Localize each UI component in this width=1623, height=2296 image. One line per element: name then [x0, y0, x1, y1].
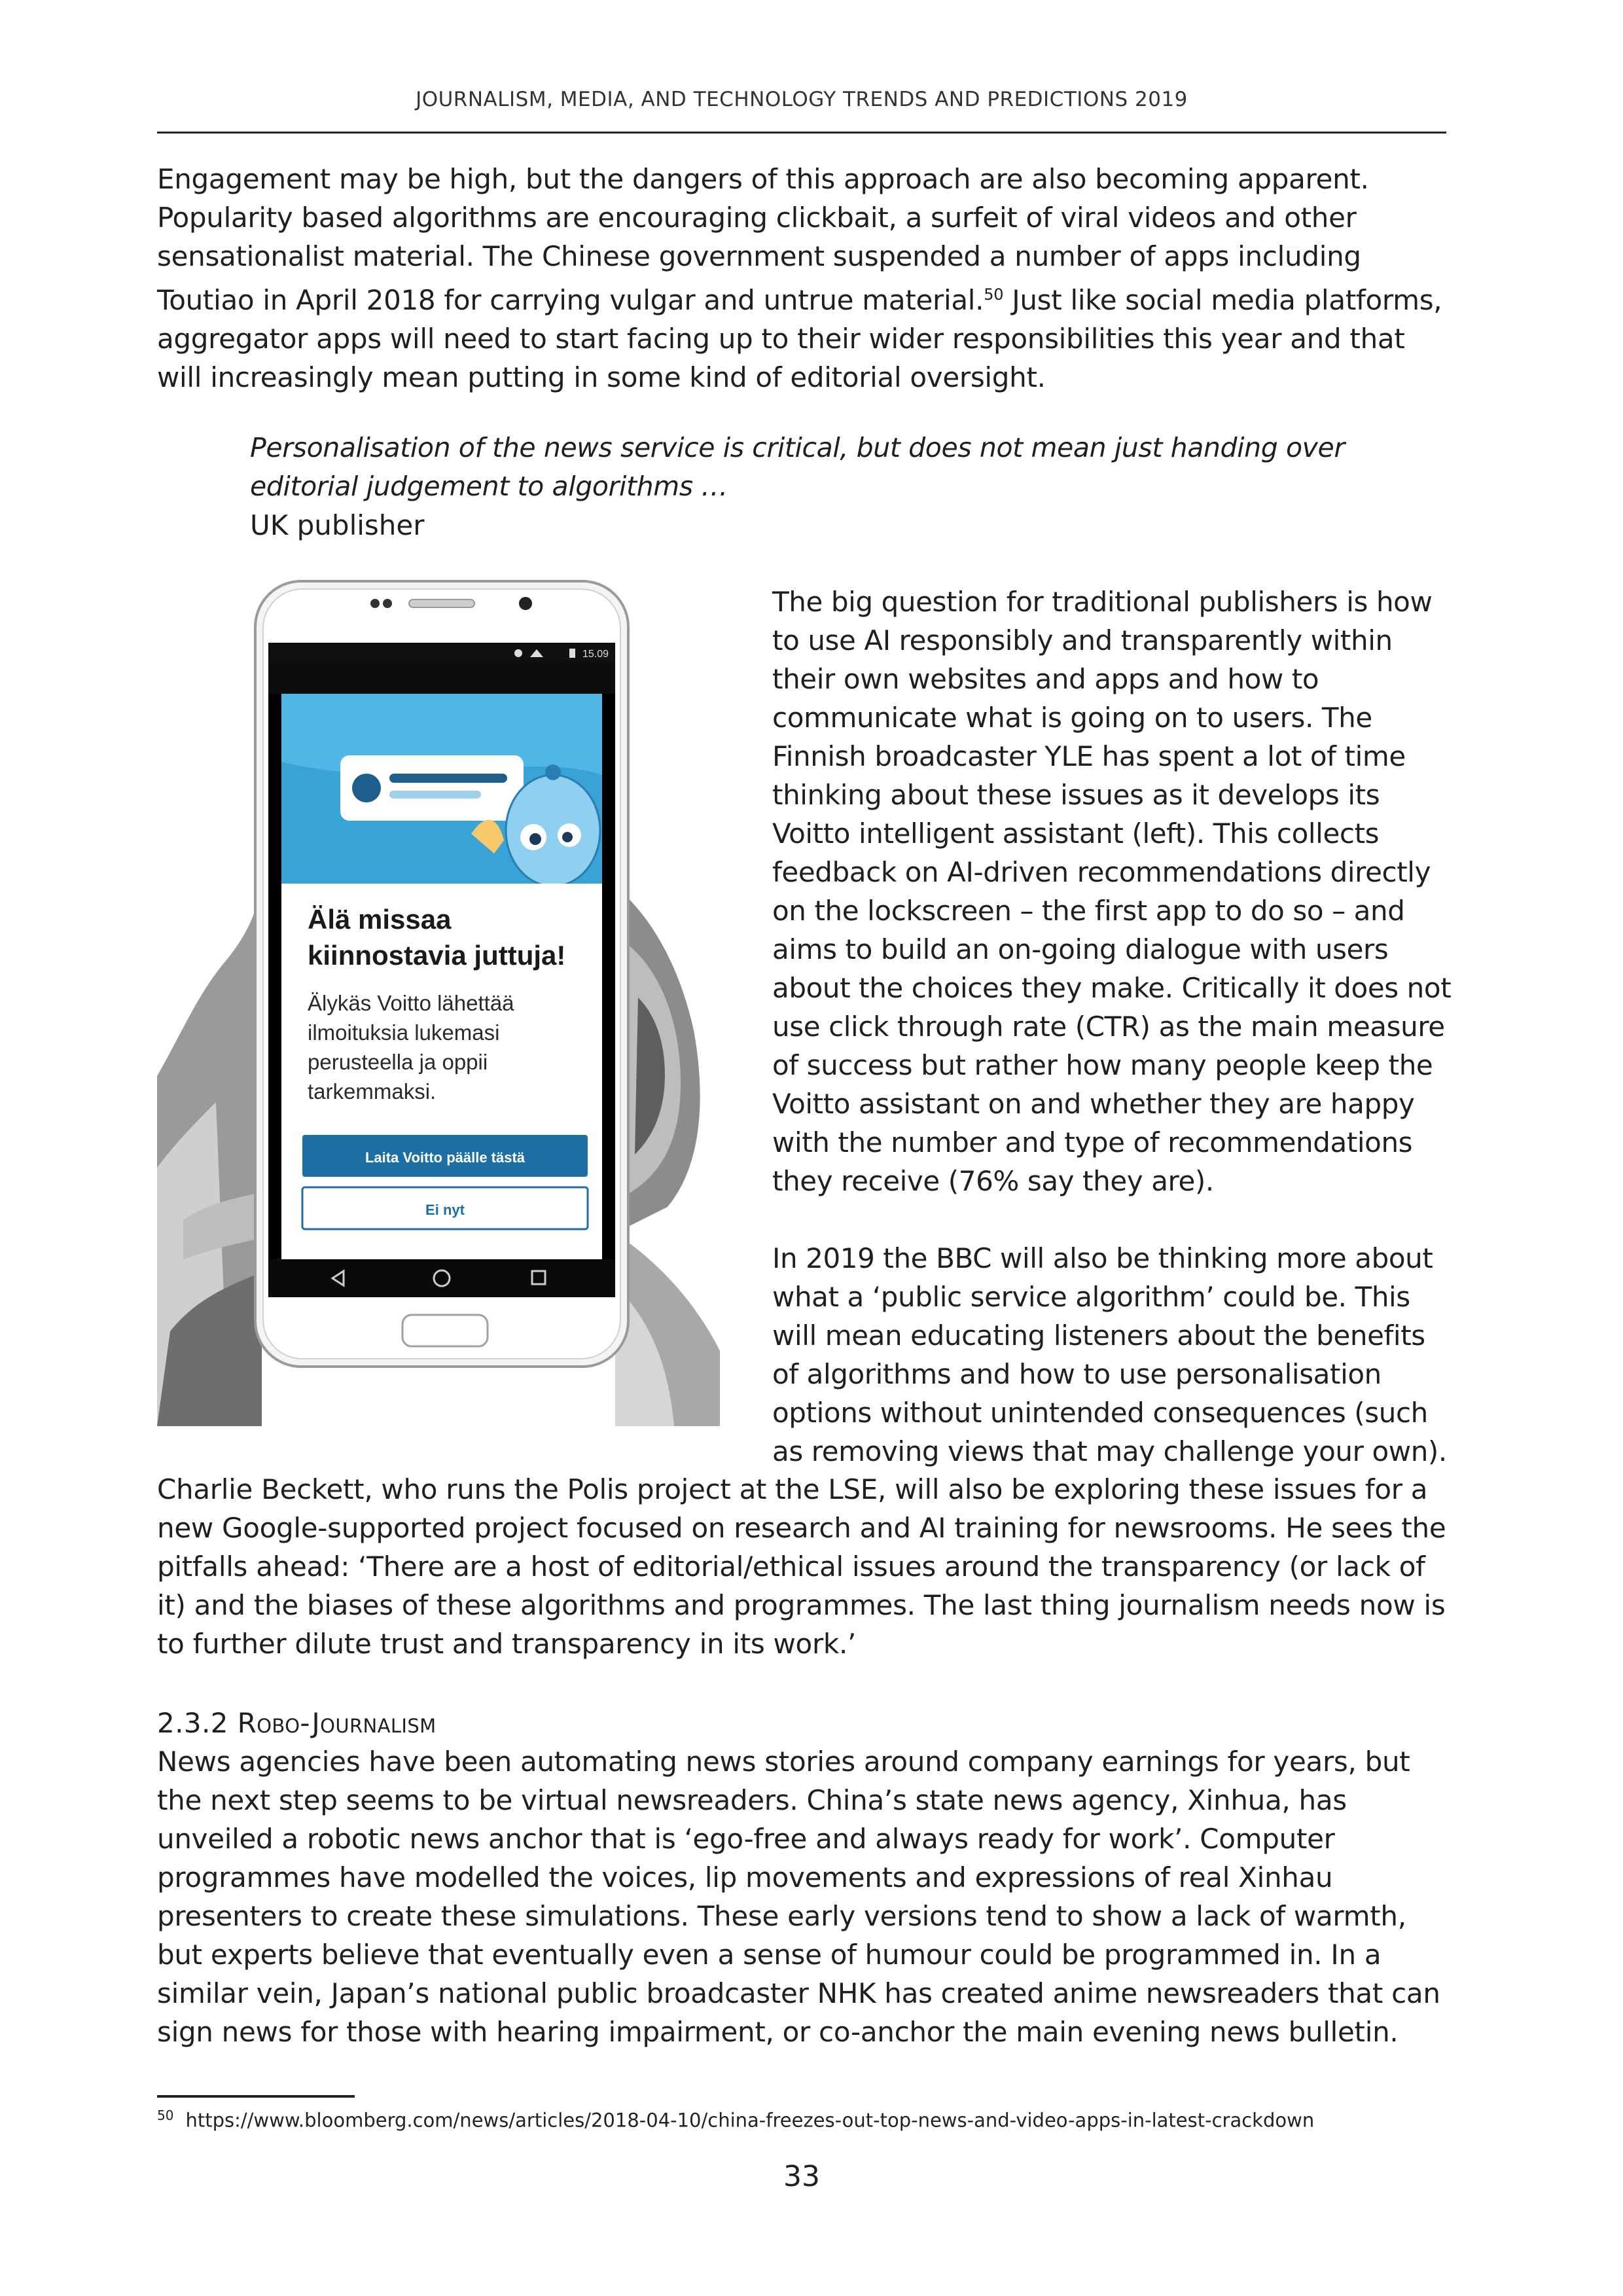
footnote — [157, 2102, 1314, 2134]
page-number: 33 — [783, 2160, 820, 2193]
paragraph-text: Engagement may be high, but the dangers of this approach are also becoming apparent. Popularity based algorithms are encouraging clickbait, a surfeit of viral videos and other sensationalist material. The Chinese government suspended a number of apps including Toutiao in April 2018 for carrying vulgar and untrue material. — [157, 163, 1369, 316]
voitto-phone-figure — [157, 579, 720, 1426]
section-heading: 2.3.2 Robo-Journalism — [157, 1707, 437, 1739]
bbc-paragraph: In 2019 the BBC will also be thinking more about what a ‘public service algorithm’ could be. This will mean educating listeners about the benefits of algorithms and how to use personalisation options without unintended consequences (such as removing views that may challenge your own). — [772, 1242, 1447, 1467]
phone-camera-icon — [519, 597, 532, 610]
enable-voitto-button-label: Laita Voitto päälle tästä — [365, 1149, 526, 1166]
dialog-body-line3: perusteella ja oppii — [308, 1050, 488, 1074]
phone-sensor-icon — [370, 599, 380, 608]
dialog-body-line1: Älykäs Voitto lähettää — [308, 991, 514, 1015]
quote-attribution: UK publisher — [250, 509, 425, 541]
footnote-link[interactable]: https://www.bloomberg.com/news/articles/2018-04-10/china-freezes-out-top-news-and-video-apps-in-latest-crackdown — [185, 2109, 1315, 2132]
pull-quote — [250, 429, 1415, 545]
dialog-headline-line1: Älä missaa — [308, 904, 452, 935]
footnote-rule — [157, 2095, 355, 2098]
footnote-reference[interactable]: 50 — [984, 285, 1004, 304]
paragraph-text-continued: Just like social media platforms, aggregator apps will need to start facing up to their wider responsibilities this year and that will increasingly mean putting in some kind of editorial oversight. — [157, 284, 1442, 393]
nav-bar — [268, 1259, 615, 1297]
signal-icon — [514, 649, 522, 657]
dialog-body-line4: tarkemmaksi. — [308, 1079, 437, 1103]
footnote-number: 50 — [157, 2108, 174, 2123]
dialog-headline-line2: kiinnostavia juttuja! — [308, 940, 566, 971]
bell-icon — [352, 774, 381, 802]
header-rule — [157, 132, 1446, 134]
beckett-paragraph: Charlie Beckett, who runs the Polis project at the LSE, will also be exploring these issues for a new Google-supported project focused on research and AI training for newsrooms. He sees the pitfalls ahead: ‘There are a host of editorial/ethical issues around the transparency (or lack of it) and the biases of these algorithms and programmes. The last thing journalism needs now is to further dilute trust and transparency in its work.’ — [157, 1473, 1446, 1660]
voitto-paragraph: The big question for traditional publishers is how to use AI responsibly and transparently within their own websites and apps and how to communicate what is going on to users. The Finnish broadcaster YLE has spent a lot of time thinking about these issues as it develops its Voitto intelligent assistant (left). This collects feedback on AI-driven recommendations directly on the lockscreen – the first app to do so – and aims to build an on-going dialogue with users about the choices they make. Critically it does not use click through rate (CTR) as the main measure of success but rather how many people keep the Voitto assistant on and whether they are happy with the number and type of recommendations they receive (76% say they are). — [772, 586, 1452, 1197]
dialog-body-line2: ilmoituksia lukemasi — [308, 1020, 500, 1045]
not-now-button-label: Ei nyt — [425, 1202, 465, 1218]
robo-journalism-paragraph: News agencies have been automating news stories around company earnings for years, but the next step seems to be virtual newsreaders. China’s state news agency, Xinhua, has unveiled a robotic news anchor that is ‘ego-free and always ready for work’. Computer programmes have modelled the voices, lip movements and expressions of real Xinhau presenters to create these simulations. These early versions tend to show a lack of warmth, but experts believe that eventually even a sense of humour could be programmed in. In a similar vein, Japan’s national public broadcaster NHK has created anime newsreaders that can sign news for those with hearing impairment, or co-anchor the main evening news bulletin. — [157, 1746, 1440, 2048]
status-bar — [268, 643, 615, 662]
status-time: 15.09 — [582, 649, 609, 660]
phone-home-button — [402, 1315, 488, 1346]
running-header: JOURNALISM, MEDIA, AND TECHNOLOGY TRENDS AND PREDICTIONS 2019 — [416, 88, 1188, 111]
quote-text: Personalisation of the news service is critical, but does not mean just handing over editorial judgement to algorithms … — [250, 432, 1345, 502]
phone-speaker — [409, 600, 474, 607]
battery-icon — [569, 649, 575, 658]
paragraph-aggregator-dangers — [157, 160, 1456, 397]
right-column — [772, 583, 1459, 1509]
